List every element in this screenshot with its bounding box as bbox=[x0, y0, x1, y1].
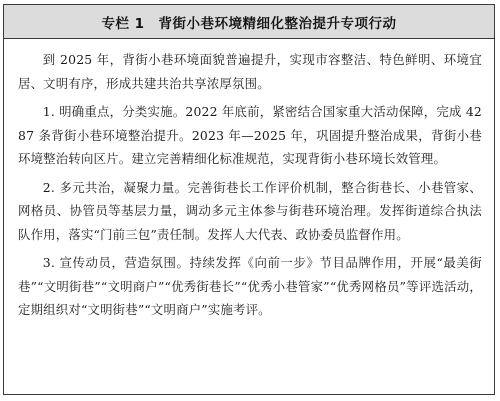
column-content bbox=[4, 39, 494, 322]
intro-paragraph: 到 2025 年，背街小巷环境面貌普遍提升，实现市容整洁、特色鲜明、环境宜居、文明有序，形成共建共治共享浓厚氛围。 bbox=[18, 52, 482, 91]
item-3-paragraph: 3. 宣传动员，营造氛围。持续发挥《向前一步》节目品牌作用，开展“最美街巷”“文明街巷”“文明商户”“优秀街巷长”“优秀小巷管家”“优秀网格员”等评选活动，定期组织对“文明街巷”“文明商户”实施考评。 bbox=[18, 255, 482, 317]
column-label: 专栏 1 bbox=[101, 15, 145, 32]
item-2-paragraph: 2. 多元共治，凝聚力量。完善街巷长工作评价机制，整合街巷长、小巷管家、网格员、协管员等基层力量，调动多元主体参与街巷环境治理。发挥街道综合执法队作用，落实“门前三包”责任制。发挥人大代表、政协委员监督作用。 bbox=[18, 179, 482, 242]
column-box bbox=[3, 4, 495, 395]
column-header bbox=[4, 5, 494, 39]
item-1-paragraph: 1. 明确重点，分类实施。2022 年底前，紧密结合国家重大活动保障，完成 4287 条背街小巷环境整治提升。2023 年—2025 年，巩固提升整治成果，背街小巷环境整治转向区片。建立完善精细化标准规范，实现背街小巷环境长效管理。 bbox=[18, 104, 482, 166]
column-title: 背街小巷环境精细化整治提升专项行动 bbox=[158, 15, 397, 32]
